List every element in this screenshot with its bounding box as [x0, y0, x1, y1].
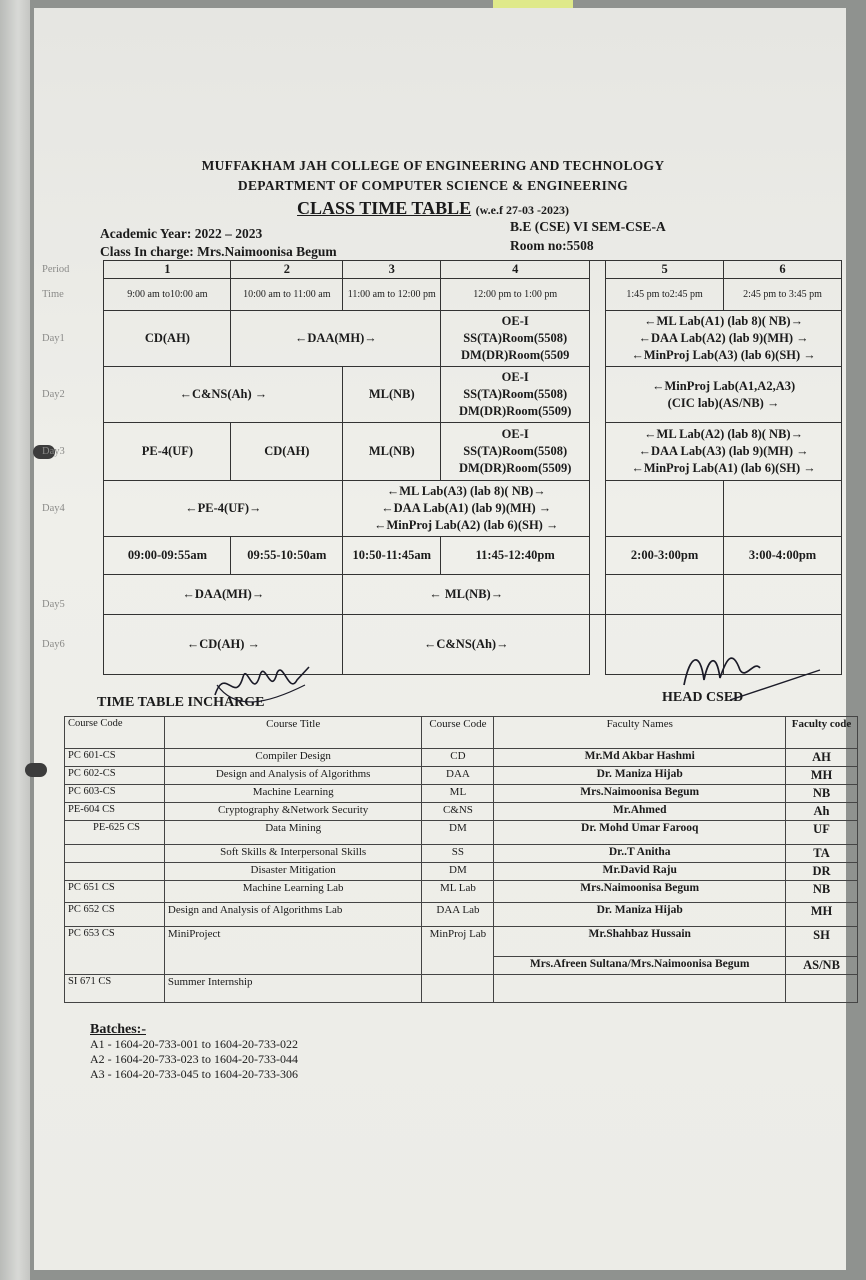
time-1: 9:00 am to10:00 am — [104, 279, 231, 311]
course-title: Machine Learning Lab — [164, 881, 422, 903]
table-row — [65, 863, 858, 881]
course-code: PC 653 CS — [65, 927, 165, 975]
course-title: Disaster Mitigation — [164, 863, 422, 881]
course-title: MiniProject — [164, 927, 422, 975]
oe-label: OE-I — [501, 314, 529, 328]
period-label: Period — [42, 264, 70, 275]
batch-item: A1 - 1604-20-733-001 to 1604-20-733-022 — [90, 1037, 298, 1051]
timetable-incharge-label: TIME TABLE INCHARGE — [97, 695, 265, 710]
day-5: Day5 — [42, 598, 65, 610]
course-title: Data Mining — [164, 821, 422, 845]
course-short: MinProj Lab — [422, 927, 494, 975]
lab-line: ←MinProj Lab(A3) (lab 6)(SH) → — [631, 348, 816, 362]
course-code: PC 651 CS — [65, 881, 165, 903]
course-title: Soft Skills & Interpersonal Skills — [164, 845, 422, 863]
faculty-code: SH — [786, 927, 858, 957]
faculty-name: Mr.David Raju — [494, 863, 786, 881]
period-3: 3 — [343, 261, 441, 279]
header-course-code: Course Code — [65, 717, 165, 749]
course-code: PE-604 CS — [65, 803, 165, 821]
header-short-code: Course Code — [422, 717, 494, 749]
table-row — [65, 975, 858, 1003]
break-column — [590, 261, 606, 615]
day5-time-4: 11:45-12:40pm — [441, 537, 590, 575]
course-short: ML — [422, 785, 494, 803]
faculty-name: Mrs.Naimoonisa Begum — [494, 785, 786, 803]
faculty-name: Mrs.Afreen Sultana/Mrs.Naimoonisa Begum — [494, 957, 786, 975]
course-code: PC 602-CS — [65, 767, 165, 785]
signature-right — [670, 640, 830, 710]
day2-p12: ←C&NS(Ah) → — [104, 367, 343, 423]
table-row — [65, 845, 858, 863]
faculty-code: MH — [786, 903, 858, 927]
faculty-name: Dr. Maniza Hijab — [494, 767, 786, 785]
day6-p34: ←C&NS(Ah)→ — [343, 615, 590, 675]
time-label: Time — [42, 289, 64, 300]
oe-dm: DM(DR)Room(5509) — [458, 461, 572, 475]
oe-label: OE-I — [501, 370, 529, 384]
day5-p34: ← ML(NB)→ — [343, 575, 590, 615]
course-title: Machine Learning — [164, 785, 422, 803]
oe-dm: DM(DR)Room(5509) — [458, 404, 572, 418]
day2-lab — [606, 367, 842, 423]
department-name: DEPARTMENT OF COMPUTER SCIENCE & ENGINEERING — [237, 178, 629, 193]
period-4: 4 — [441, 261, 590, 279]
day3-p4 — [441, 423, 590, 481]
table-row — [65, 927, 858, 957]
table-row — [65, 749, 858, 767]
day5-time-5: 2:00-3:00pm — [606, 537, 724, 575]
oe-ss: SS(TA)Room(5508) — [463, 331, 568, 345]
day6-gap — [590, 615, 606, 675]
faculty-name: Mr.Shahbaz Hussain — [494, 927, 786, 957]
day4-p12: ←PE-4(UF)→ — [104, 481, 343, 537]
day4-p5 — [606, 481, 724, 537]
day5-time-6: 3:00-4:00pm — [724, 537, 842, 575]
course-table — [64, 716, 858, 1003]
day1-lab — [606, 311, 842, 367]
day3-p3: ML(NB) — [343, 423, 441, 481]
oe-dm: DM(DR)Room(5509 — [461, 348, 570, 362]
period-5: 5 — [606, 261, 724, 279]
day2-p3: ML(NB) — [343, 367, 441, 423]
table-row — [65, 767, 858, 785]
faculty-name: Dr. Mohd Umar Farooq — [494, 821, 786, 845]
course-code: PC 601-CS — [65, 749, 165, 767]
course-short: ML Lab — [422, 881, 494, 903]
batches-section — [90, 1022, 298, 1082]
class-incharge: Class In charge: Mrs.Naimoonisa Begum — [100, 244, 337, 259]
batch-item: A3 - 1604-20-733-045 to 1604-20-733-306 — [90, 1067, 298, 1081]
course-code — [65, 845, 165, 863]
course-code: SI 671 CS — [65, 975, 165, 1003]
course-code: PC 652 CS — [65, 903, 165, 927]
faculty-code: NB — [786, 785, 858, 803]
day5-time-3: 10:50-11:45am — [343, 537, 441, 575]
day-1: Day1 — [42, 333, 65, 344]
faculty-code: AS/NB — [786, 957, 858, 975]
program-label: B.E (CSE) VI SEM-CSE-A — [510, 219, 666, 234]
course-short: DM — [422, 821, 494, 845]
day1-p4 — [441, 311, 590, 367]
day3-lab — [606, 423, 842, 481]
course-title: Compiler Design — [164, 749, 422, 767]
signature-left — [205, 655, 315, 715]
day-2: Day2 — [42, 389, 65, 400]
course-short: C&NS — [422, 803, 494, 821]
timetable — [42, 260, 842, 675]
header-faculty-names: Faculty Names — [494, 717, 786, 749]
course-title: Design and Analysis of Algorithms — [164, 767, 422, 785]
title-text: CLASS TIME TABLE — [297, 198, 472, 218]
course-short — [422, 975, 494, 1003]
lab-line: ←MinProj Lab(A1,A2,A3) — [651, 378, 796, 393]
course-title: Cryptography &Network Security — [164, 803, 422, 821]
lab-line: ←ML Lab(A1) (lab 8)( NB)→ — [644, 314, 804, 328]
day4-lab — [343, 481, 590, 537]
course-title: Summer Internship — [164, 975, 422, 1003]
time-4: 12:00 pm to 1:00 pm — [441, 279, 590, 311]
time-2: 10:00 am to 11:00 am — [231, 279, 343, 311]
document-title — [0, 198, 866, 219]
lab-line: ←DAA Lab(A1) (lab 9)(MH) → — [381, 501, 552, 515]
day-4: Day4 — [42, 503, 65, 514]
lab-line: ←MinProj Lab(A2) (lab 6)(SH) → — [373, 518, 559, 532]
wef-date: (w.e.f 27-03 -2023) — [475, 203, 569, 217]
period-2: 2 — [231, 261, 343, 279]
academic-year: Academic Year: 2022 – 2023 — [100, 226, 263, 241]
course-code: PE-625 CS — [65, 821, 165, 845]
faculty-code: MH — [786, 767, 858, 785]
table-row — [65, 785, 858, 803]
lab-line: ←DAA Lab(A2) (lab 9)(MH) → — [638, 331, 809, 345]
head-csed-label: HEAD CSED — [662, 690, 744, 705]
course-code: PC 603-CS — [65, 785, 165, 803]
punch-hole-bottom — [25, 763, 47, 777]
time-6: 2:45 pm to 3:45 pm — [724, 279, 842, 311]
room-label: Room no:5508 — [510, 238, 594, 253]
day-6: Day6 — [42, 639, 65, 650]
period-1: 1 — [104, 261, 231, 279]
day5-p5 — [606, 575, 724, 615]
faculty-code — [786, 975, 858, 1003]
faculty-code: UF — [786, 821, 858, 845]
faculty-name: Mr.Md Akbar Hashmi — [494, 749, 786, 767]
day1-p1: CD(AH) — [104, 311, 231, 367]
header-faculty-code: Faculty code — [786, 717, 858, 749]
course-code — [65, 863, 165, 881]
faculty-name: Mrs.Naimoonisa Begum — [494, 881, 786, 903]
day5-p6 — [724, 575, 842, 615]
faculty-code: NB — [786, 881, 858, 903]
faculty-code: DR — [786, 863, 858, 881]
day5-time-2: 09:55-10:50am — [231, 537, 343, 575]
oe-label: OE-I — [501, 427, 529, 441]
day1-p23: ←DAA(MH)→ — [231, 311, 441, 367]
college-name: MUFFAKHAM JAH COLLEGE OF ENGINEERING AND TECHNOLOGY — [201, 158, 665, 173]
course-short: DAA Lab — [422, 903, 494, 927]
oe-ss: SS(TA)Room(5508) — [463, 444, 568, 458]
table-row — [65, 903, 858, 927]
faculty-code: TA — [786, 845, 858, 863]
time-5: 1:45 pm to2:45 pm — [606, 279, 724, 311]
lab-line: ←ML Lab(A3) (lab 8)( NB)→ — [386, 484, 546, 498]
faculty-name: Dr. Maniza Hijab — [494, 903, 786, 927]
faculty-name: Dr..T Anitha — [494, 845, 786, 863]
course-short: SS — [422, 845, 494, 863]
faculty-name — [494, 975, 786, 1003]
oe-ss: SS(TA)Room(5508) — [463, 387, 568, 401]
day5-p12: ←DAA(MH)→ — [104, 575, 343, 615]
lab-line: ←MinProj Lab(A1) (lab 6)(SH) → — [631, 461, 816, 475]
day4-p6 — [724, 481, 842, 537]
course-short: DAA — [422, 767, 494, 785]
lab-line: ←DAA Lab(A3) (lab 9)(MH) → — [638, 444, 809, 458]
header-course-title: Course Title — [164, 717, 422, 749]
day3-p1: PE-4(UF) — [104, 423, 231, 481]
day3-p2: CD(AH) — [231, 423, 343, 481]
day-3: Day3 — [42, 446, 65, 457]
faculty-code: AH — [786, 749, 858, 767]
table-row — [65, 881, 858, 903]
day6-p12: ←CD(AH) → — [104, 615, 343, 675]
table-row — [65, 821, 858, 845]
lab-line: (CIC lab)(AS/NB) → — [667, 395, 780, 410]
faculty-name: Mr.Ahmed — [494, 803, 786, 821]
course-short: CD — [422, 749, 494, 767]
course-title: Design and Analysis of Algorithms Lab — [164, 903, 422, 927]
faculty-code: Ah — [786, 803, 858, 821]
day2-p4 — [441, 367, 590, 423]
period-6: 6 — [724, 261, 842, 279]
day5-time-1: 09:00-09:55am — [104, 537, 231, 575]
course-short: DM — [422, 863, 494, 881]
batch-item: A2 - 1604-20-733-023 to 1604-20-733-044 — [90, 1052, 298, 1066]
time-3: 11:00 am to 12:00 pm — [343, 279, 441, 311]
lab-line: ←ML Lab(A2) (lab 8)( NB)→ — [644, 427, 804, 441]
table-row — [65, 803, 858, 821]
batches-heading: Batches:- — [90, 1022, 146, 1037]
